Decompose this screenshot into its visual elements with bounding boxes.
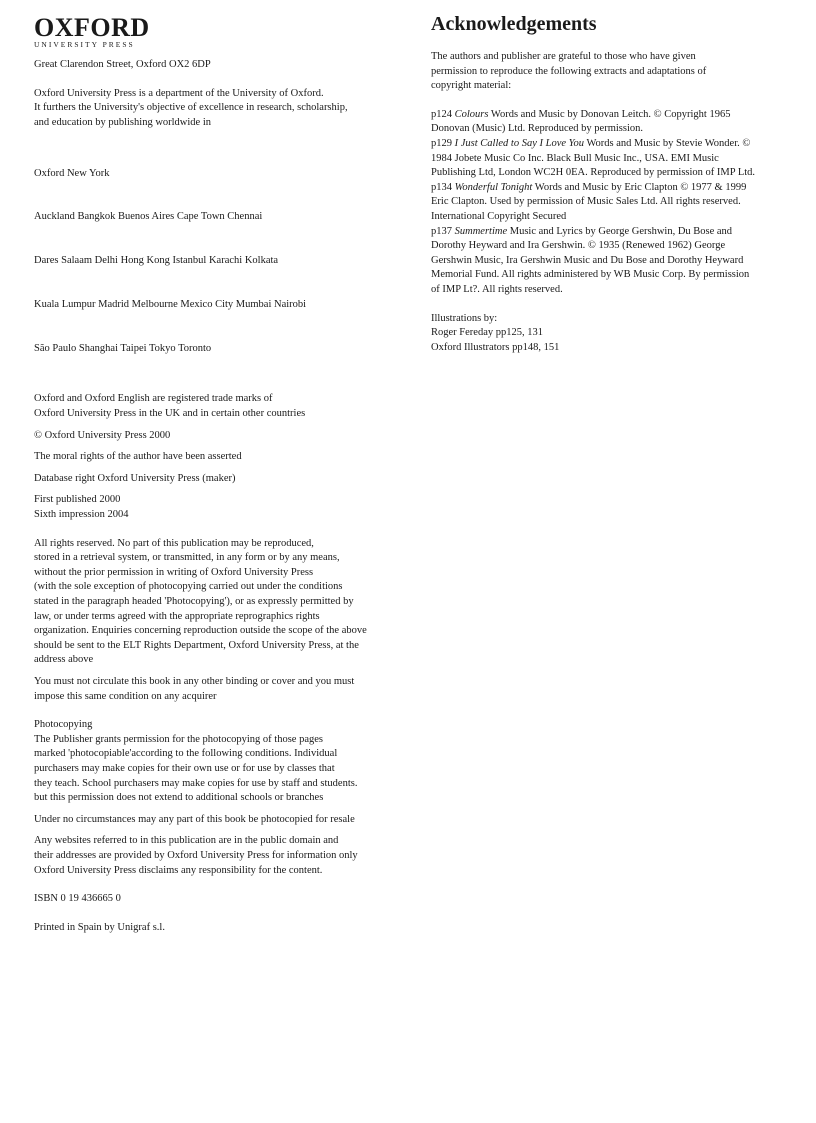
text-line: Dares Salaam Delhi Hong Kong Istanbul Karachi Kolkata <box>34 255 279 267</box>
text-line: Oxford New York <box>34 167 110 179</box>
text-line: The authors and publisher are grateful to those who have given <box>431 51 696 62</box>
credit-text: Memorial Fund. All rights administered by WB Music Corp. By permission <box>431 269 750 281</box>
credit-text: Gershwin Music, Ira Gershwin Music and Du Bose and Dorothy Heyward <box>431 254 744 266</box>
text-line: Oxford and Oxford English are registered trade marks of <box>34 393 273 405</box>
text-line: impose this same condition on any acquirer <box>34 690 217 702</box>
text-line: should be sent to the ELT Rights Department, Oxford University Press, at the <box>34 639 359 651</box>
imprint-column <box>34 12 394 935</box>
text-line: Roger Fereday pp125, 131 <box>431 327 543 339</box>
credit-line <box>431 152 791 167</box>
publisher-intro <box>34 87 394 131</box>
copyright-line: © Oxford University Press 2000 <box>34 429 171 441</box>
song-title: Summertime <box>454 225 508 237</box>
credit-text: Music and Lyrics by George Gershwin, Du Bose and <box>507 225 733 237</box>
credit-text: p129 <box>431 137 455 149</box>
credit-text: Eric Clapton. Used by permission of Music Sales Ltd. All rights reserved. <box>431 196 741 208</box>
text-line: You must not circulate this book in any other binding or cover and you must <box>34 675 355 687</box>
text-line: Oxford Illustrators pp148, 151 <box>431 341 560 353</box>
text-line: All rights reserved. No part of this publication may be reproduced, <box>34 537 314 549</box>
text-line: address above <box>34 654 94 666</box>
credit-text: of IMP Lt?. All rights reserved. <box>431 283 563 295</box>
credit-text: Publishing Ltd, London WC2H 0EA. Reproduced by permission of IMP Ltd. <box>431 167 756 179</box>
text-line: Sixth impression 2004 <box>34 509 129 521</box>
moral-rights-line: The moral rights of the author have been asserted <box>34 451 242 463</box>
text-line: law, or under terms agreed with the appropriate reprographics rights <box>34 610 320 622</box>
credit-line <box>431 166 791 181</box>
credit-line <box>431 225 791 240</box>
text-line: São Paulo Shanghai Taipei Tokyo Toronto <box>34 342 212 354</box>
credit-entry <box>431 137 791 181</box>
websites-notice <box>34 834 394 878</box>
city-list <box>34 137 394 385</box>
text-line: purchasers may make copies for their own use or for use by classes that <box>34 762 335 774</box>
text-line: stated in the paragraph headed 'Photocopying'), or as expressly permitted by <box>34 596 354 607</box>
credit-entry <box>431 181 791 225</box>
credit-line <box>431 239 791 254</box>
acknowledgements-column <box>431 12 791 355</box>
credit-entry <box>431 225 791 298</box>
text-line: marked 'photocopiable'according to the following conditions. Individual <box>34 748 338 760</box>
credit-text: Words and Music by Eric Clapton © 1977 & 1999 <box>532 181 747 193</box>
credit-entry <box>431 108 791 137</box>
text-line: their addresses are provided by Oxford University Press for information only <box>34 849 358 861</box>
text-line: without the prior permission in writing of Oxford University Press <box>34 566 314 578</box>
section-title: Photocopying <box>34 719 93 731</box>
illustration-credits <box>431 312 791 356</box>
text-line: The Publisher grants permission for the photocopying of those pages <box>34 733 323 745</box>
printer-line: Printed in Spain by Unigraf s.l. <box>34 921 165 933</box>
credit-line <box>431 195 791 210</box>
text-line: Oxford University Press in the UK and in certain other countries <box>34 408 306 420</box>
isbn-line: ISBN 0 19 436665 0 <box>34 893 121 905</box>
text-line: they teach. School purchasers may make copies for use by staff and students. <box>34 777 358 789</box>
credit-text: Donovan (Music) Ltd. Reproduced by permission. <box>431 123 644 135</box>
credit-text: 1984 Jobete Music Co Inc. Black Bull Music Inc., USA. EMI Music <box>431 152 719 164</box>
text-line: Auckland Bangkok Buenos Aires Cape Town Chennai <box>34 211 263 223</box>
credit-text: p124 <box>431 108 455 120</box>
resale-notice: Under no circumstances may any part of this book be photocopied for resale <box>34 813 355 825</box>
credit-line <box>431 254 791 269</box>
credit-text: Dorothy Heyward and Ira Gershwin. © 1935 (Renewed 1962) George <box>431 240 726 252</box>
credit-text: Words and Music by Stevie Wonder. © <box>584 137 751 149</box>
song-title: I Just Called to Say I Love You <box>454 137 585 149</box>
credit-line <box>431 268 791 283</box>
text-line: Oxford University Press is a department of the University of Oxford. <box>34 87 324 99</box>
song-title: Wonderful Tonight <box>454 181 533 193</box>
text-line: but this permission does not extend to additional schools or branches <box>34 792 324 804</box>
credit-text: p137 <box>431 225 455 237</box>
credit-line <box>431 283 791 298</box>
credit-text: International Copyright Secured <box>431 210 567 222</box>
credit-line <box>431 181 791 196</box>
text-line: stored in a retrieval system, or transmitted, in any form or by any means, <box>34 552 340 564</box>
photocopying-notice <box>34 718 394 806</box>
logo-subtitle: UNIVERSITY PRESS <box>34 40 135 49</box>
text-line: First published 2000 <box>34 494 121 506</box>
text-line: organization. Enquiries concerning reproduction outside the scope of the above <box>34 625 367 637</box>
text-line: Oxford University Press disclaims any responsibility for the content. <box>34 864 323 876</box>
text-line: and education by publishing worldwide in <box>34 116 212 128</box>
text-line: Any websites referred to in this publication are in the public domain and <box>34 835 339 847</box>
text-line: It furthers the University's objective of excellence in research, scholarship, <box>34 102 348 114</box>
text-line: copyright material: <box>431 80 512 92</box>
publisher-address: Great Clarendon Street, Oxford OX2 6DP <box>34 59 211 70</box>
section-title: Illustrations by: <box>431 312 498 324</box>
acknowledgements-heading: Acknowledgements <box>431 13 597 35</box>
rights-reserved-notice <box>34 537 394 668</box>
credit-line <box>431 108 791 123</box>
text-line: Kuala Lumpur Madrid Melbourne Mexico City Mumbai Nairobi <box>34 298 307 310</box>
song-title: Colours <box>454 108 489 120</box>
credit-text: p134 <box>431 181 455 193</box>
credit-line <box>431 122 791 137</box>
trademark-notice <box>34 392 394 421</box>
circulation-notice <box>34 675 394 704</box>
text-line: (with the sole exception of photocopying carried out under the conditions <box>34 581 343 593</box>
logo-wordmark: OXFORD <box>34 13 150 42</box>
edition-history <box>34 493 394 522</box>
database-right-line: Database right Oxford University Press (maker) <box>34 472 236 484</box>
acknowledgements-intro <box>431 50 791 94</box>
credit-list <box>431 108 791 298</box>
credit-line <box>431 210 791 225</box>
text-line: permission to reproduce the following extracts and adaptations of <box>431 65 707 77</box>
credit-line <box>431 137 791 152</box>
publisher-logo <box>34 13 394 50</box>
credit-text: Words and Music by Donovan Leitch. © Copyright 1965 <box>488 108 731 120</box>
